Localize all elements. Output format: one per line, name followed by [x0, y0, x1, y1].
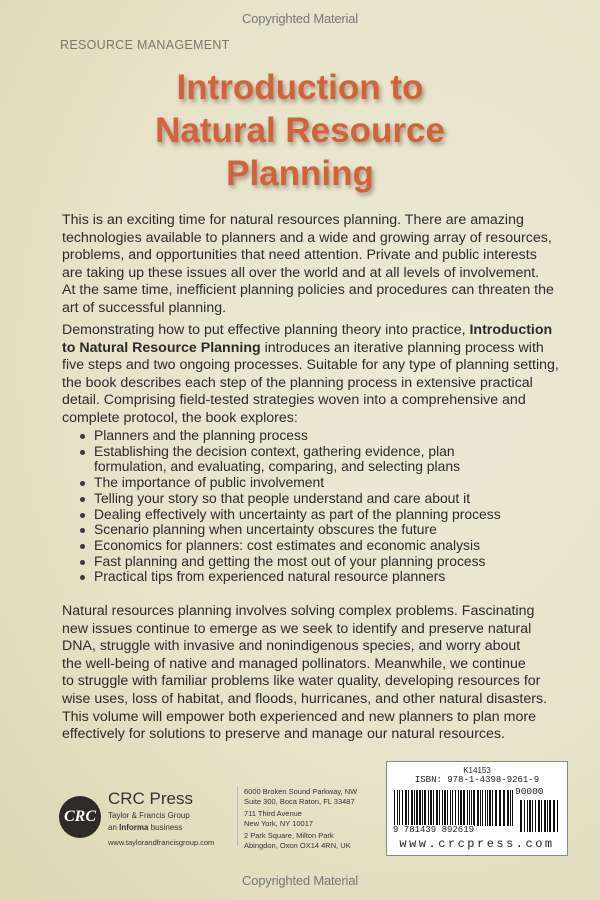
text-line: This volume will empower both experienced and new planners to plan more: [62, 708, 536, 725]
barcode-bar: [469, 790, 470, 826]
barcode-bar: [544, 800, 546, 832]
address-line: 711 Third Avenue: [244, 809, 302, 818]
barcode-bar: [460, 790, 462, 826]
barcode-bar: [520, 800, 522, 832]
address-line: New York, NY 10017: [244, 819, 314, 828]
barcode-bar: [458, 790, 459, 826]
text-line: At the same time, inefficient planning policies and procedures can threaten the: [62, 282, 554, 299]
list-item: Practical tips from experienced natural resource planners: [80, 569, 501, 585]
publisher-addresses: [244, 787, 357, 851]
barcode-bar: [424, 790, 426, 826]
text-line: [62, 340, 562, 358]
barcode-bar: [430, 790, 432, 826]
watermark-bottom: Copyrighted Material: [242, 873, 358, 888]
title-line: Planning: [226, 154, 374, 193]
text-line: technologies available to planners and a wide and growing array of resources,: [62, 229, 552, 246]
barcode-bar: [399, 790, 400, 826]
barcode-bar: [455, 790, 456, 826]
product-code: K14153: [463, 766, 491, 775]
barcode-bar: [510, 790, 511, 826]
list-item: Telling your story so that people understand and care about it: [80, 491, 501, 507]
barcode-bar: [408, 790, 409, 826]
text: introduces an iterative planning process with: [260, 339, 544, 356]
book-title-inline: to Natural Resource Planning: [62, 339, 261, 356]
barcode-bar: [492, 790, 493, 826]
barcode-bar: [416, 790, 418, 826]
text-line: detail. Comprising field-tested strategies woven into a comprehensive and: [62, 392, 526, 409]
list-item: Economics for planners: cost estimates and economic analysis: [80, 538, 501, 554]
description-paragraph-2: [62, 322, 562, 428]
barcode-bar: [507, 790, 509, 826]
barcode-bar: [439, 790, 440, 826]
address-line: Abingdon, Oxon OX14 4RN, UK: [244, 841, 351, 850]
book-title: [0, 66, 600, 195]
publisher-url[interactable]: www.taylorandfrancisgroup.com: [108, 838, 215, 847]
text-line: are taking up these issues all over the world and at all levels of involvement.: [62, 264, 540, 281]
barcode-bar: [419, 790, 421, 826]
list-item: Planners and the planning process: [80, 428, 501, 444]
text-line: to struggle with familiar problems like water quality, developing resources for: [62, 673, 541, 690]
crc-logo-icon: CRC: [59, 796, 101, 838]
title-line: Introduction to: [176, 68, 424, 107]
barcode-bar: [397, 790, 398, 826]
publisher-block: [108, 789, 214, 848]
description-paragraph-3: [62, 603, 562, 744]
text-line: Natural resources planning involves solving complex problems. Fascinating: [62, 603, 535, 619]
barcode-bar: [402, 790, 403, 826]
description-paragraph-1: [62, 212, 562, 318]
title-line: Natural Resource: [155, 111, 445, 150]
publisher-name: CRC Press: [108, 789, 194, 808]
text: an: [108, 823, 120, 832]
barcode-bar: [405, 790, 407, 826]
barcode-digits: 9 781439 892619: [393, 825, 475, 835]
text-line: the well-being of native and managed pollinators. Meanwhile, we continue: [62, 655, 526, 672]
text-line: effectively for solutions to preserve and manage our natural resources.: [62, 726, 505, 743]
barcode-bar: [547, 800, 548, 832]
address-line: 2 Park Square, Milton Park: [244, 831, 334, 840]
text: Informa: [119, 823, 149, 832]
barcode-bar: [485, 790, 486, 826]
list-item: Dealing effectively with uncertainty as part of the planning process: [80, 507, 501, 523]
address-line: Suite 300, Boca Raton, FL 33487: [244, 797, 355, 806]
barcode-bar: [467, 790, 468, 826]
barcode-bar: [480, 790, 481, 826]
text-line: five steps and two ongoing processes. Suitable for any type of planning setting,: [62, 357, 559, 374]
barcode-bar: [535, 800, 536, 832]
price-code: 90000: [515, 786, 544, 797]
watermark-top: Copyrighted Material: [242, 11, 358, 26]
barcode-bar: [495, 790, 497, 826]
text-line: complete protocol, the book explores:: [62, 409, 298, 426]
barcode-bar: [414, 790, 415, 826]
barcode-bar: [422, 790, 423, 826]
barcode-bar: [527, 800, 528, 832]
barcode-bar: [557, 800, 558, 832]
text-line: This is an exciting time for natural resources planning. There are amazing: [62, 212, 524, 228]
barcode-bar: [447, 790, 448, 826]
text-line: the book describes each step of the planning process in extensive practical: [62, 374, 533, 391]
text-line: art of successful planning.: [62, 299, 227, 316]
list-item: The importance of public involvement: [80, 475, 501, 491]
isbn-barcode: [386, 761, 568, 856]
crcpress-url[interactable]: www.crcpress.com: [399, 837, 555, 851]
text-line: DNA, struggle with invasive and nonindigenous species, and worry about: [62, 638, 521, 655]
list-item-continuation: formulation, and evaluating, comparing, and selecting plans: [94, 458, 461, 475]
barcode-bar: [411, 790, 413, 826]
barcode-bar: [471, 790, 472, 826]
list-item: Scenario planning when uncertainty obscures the future: [80, 522, 501, 538]
barcode-bar: [529, 800, 531, 832]
list-item: Fast planning and getting the most out of your planning process: [80, 554, 501, 570]
text-line: wise uses, loss of habitat, and floods, hurricanes, and other natural disasters.: [62, 690, 548, 707]
barcode-bar: [463, 790, 465, 826]
address-line: 6000 Broken Sound Parkway, NW: [244, 787, 358, 796]
barcode-bar: [394, 790, 395, 826]
barcode-bar: [538, 800, 540, 832]
barcode-bar: [524, 800, 525, 832]
text: business: [148, 823, 183, 832]
barcode-bar: [503, 790, 505, 826]
barcode-bar: [428, 790, 429, 826]
barcode-bar: [452, 790, 453, 826]
barcode-bar: [433, 790, 434, 826]
publisher-informa: [108, 823, 214, 833]
text-line: new issues continue to emerge as we seek to identify and preserve natural: [62, 620, 532, 637]
barcode-bar: [477, 790, 479, 826]
barcode-bar: [450, 790, 451, 826]
text-line: problems, and opportunities that need attention. Private and public interests: [62, 247, 537, 264]
text-line: [62, 322, 562, 340]
barcode-bar: [487, 790, 488, 826]
barcode-bar: [512, 790, 513, 826]
barcode-bar: [499, 790, 501, 826]
divider: [237, 786, 238, 846]
text: Demonstrating how to put effective planning theory into practice,: [62, 322, 470, 338]
barcode-bar: [473, 790, 475, 826]
publisher-group: Taylor & Francis Group: [108, 811, 190, 820]
barcode-bar: [482, 790, 483, 826]
barcode-bar: [549, 800, 551, 832]
topics-list: [80, 428, 501, 585]
barcode-bar: [541, 800, 542, 832]
barcode-bar: [489, 790, 491, 826]
barcode-bar: [532, 800, 533, 832]
barcode-bar: [553, 800, 555, 832]
isbn-text: ISBN: 978-1-4398-9261-9: [414, 775, 540, 785]
barcode-bar: [436, 790, 438, 826]
book-title-inline: Introduction: [469, 322, 553, 338]
list-item: Establishing the decision context, gathering evidence, plan: [80, 444, 501, 460]
barcode-bar: [442, 790, 443, 826]
series-label: RESOURCE MANAGEMENT: [60, 38, 230, 52]
barcode-bar: [444, 790, 446, 826]
